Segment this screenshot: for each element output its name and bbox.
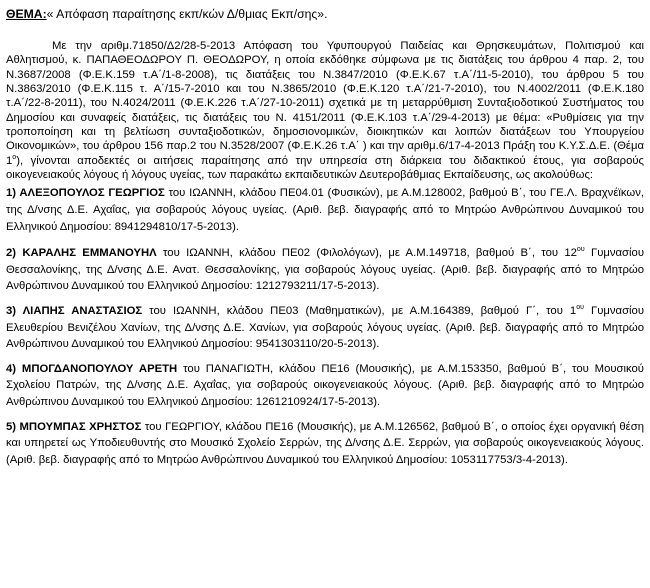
teacher-name-2: 2) ΚΑΡΑΛΗΣ ΕΜΜΑΝΟΥΗΛ [6,247,157,260]
teacher-details-4: του ΠΑΝΑΓΙΩΤΗ, κλάδου ΠΕ16 (Μουσικής), με Α.Μ.153350, βαθμού Β΄, του Μουσικού Σχολείου Πατρών, της Δ/νσης Δ.Ε. Αχαΐας, για σοβαρούς οικογενειακούς λόγους. (Αριθ. βεβ. διαγραφής από το Μητρώο Ανθρώπινου Δυναμικού του Ελληνικού Δημοσίου: 1261210924/17-5-2013). [6,362,644,408]
intro-text-part2: ), γίνονται αποδεκτές οι αιτήσεις παραίτησης από την υπηρεσία στη διάρκεια του διδακτικού έτους, για σοβαρούς οικογενειακούς λόγους ή λόγους υγείας, των παρακάτω εκπαιδευτικών Δευτεροβάθμιας Εκπαίδευσης, ως ακολούθως: [6,154,644,182]
teacher-entry-2 [6,245,644,295]
teacher-details-3: του ΙΩΑΝΝΗ, κλάδου ΠΕ03 (Μαθηματικών), με Α.Μ.164389, βαθμού Γ΄, του 1 [142,305,577,317]
teacher-name-4: 4) ΜΠΟΓΔΑΝΟΠΟΥΛΟΥ ΑΡΕΤΗ [6,362,178,375]
teacher-name-1: 1) ΑΛΕΞΟΠΟΥΛΟΣ ΓΕΩΡΓΙΟΣ [6,187,165,200]
document-subject [6,6,644,22]
teacher-entry-4 [6,361,644,411]
teacher-superscript-2: ου [576,246,585,254]
subject-text: « Απόφαση παραίτησης εκπ/κών Δ/θμιας Εκπ/σης». [46,7,328,21]
teacher-details-3b: Γυμνασίου Ελευθερίου Βενιζέλου Χανίων, της Δ/νσης Δ.Ε. Χανίων, για σοβαρούς λόγους υγείας. (Αριθ. βεβ. διαγραφής από το Μητρώο Ανθρώπινου Δυναμικού του Ελληνικού Δημοσίου: 9541303110/20-5-2013). [6,305,645,351]
teacher-details-5: του ΓΕΩΡΓΙΟΥ, κλάδου ΠΕ16 (Μουσικής), με Α.Μ.126562, βαθμού Β΄, ο οποίος έχει οργανική θέση και υπηρετεί ως Υποδιευθυντής στο Μουσικό Σχολείο Σερρών, της Δ/νσης Δ.Ε. Σερρών, για σοβαρούς οικογενειακούς λόγους. (Αριθ. βεβ. διαγραφής από το Μητρώο Ανθρώπινου Δυναμικού του Ελληνικού Δημοσίου: 1053117753/3-4-2013). [6,420,644,466]
subject-label: ΘΕΜΑ: [6,7,47,21]
teacher-name-5: 5) ΜΠΟΥΜΠΑΣ ΧΡΗΣΤΟΣ [6,420,142,433]
teacher-entry-5 [6,419,644,469]
teacher-details-1: του ΙΩΑΝΝΗ, κλάδου ΠΕ04.01 (Φυσικών), με Α.Μ.128002, βαθμού Β΄, του ΓΕ.Λ. Βραχνέϊκων, της Δ/νσης Δ.Ε. Αχαΐας, για σοβαρούς λόγους υγείας. (Αριθ. βεβ. διαγραφής από το Μητρώο Ανθρώπινου Δυναμικού του Ελληνικού Δημοσίου: 8941294810/17-5-2013). [6,187,644,233]
teacher-superscript-3: ου [576,304,584,312]
teacher-entry-3 [6,303,644,353]
intro-paragraph [6,39,644,182]
teacher-entry-1 [6,185,644,235]
teacher-details-2b: Γυμνασίου Θεσσαλονίκης, της Δ/νσης Δ.Ε. Ανατ. Θεσσαλονίκης, για σοβαρούς λόγους υγείας. (Αριθ. βεβ. διαγραφής από το Μητρώο Ανθρώπινου Δυναμικού του Ελληνικού Δημοσίου: 1212793211/17-5-2013). [6,247,644,293]
intro-superscript: ο [12,153,17,161]
teacher-name-3: 3) ΛΙΑΠΗΣ ΑΝΑΣΤΑΣΙΟΣ [6,305,143,317]
intro-text-part1: Με την αριθμ.71850/Δ2/28-5-2013 Απόφαση του Υφυπουργού Παιδείας και Θρησκευμάτων, Πολιτισμού και Αθλητισμού, κ. ΠΑΠΑΘΕΟΔΩΡΟΥ Π. ΘΕΟΔΩΡΟΥ, η οποία εκδόθηκε σύμφωνα με τις διατάξεις του άρθρου 4 παρ. 2, του Ν.3687/2008 (Φ.Ε.Κ.159 τ.Α΄/1-8-2008), τις διατάξεις του Ν.3847/2010 (Φ.Ε.Κ.67 τ.Α΄/11-5-2010), του άρθρου 5 του Ν.3863/2010 (Φ.Ε.Κ.115 τ. Α΄/15-7-2010 και του Ν.3865/2010 (Φ.Ε.Κ.120 τ.Α΄/21-7-2010), του Ν.4002/2011 (Φ.Ε.Κ.180 τ.Α΄/22-8-2011), του Ν.4024/2011 (Φ.Ε.Κ.226 τ.Α΄/27-10-2011) σχετικά με τη μεταρρύθμιση Συνταξιοδοτικού Συστήματος του Δημοσίου και συναφείς διατάξεις, τις διατάξεις του Ν. 4151/2011 (Φ.Ε.Κ.103 τ.Α΄/29-4-2013) με θέμα: «Ρυθμίσεις για την τροποποίηση και τη βελτίωση συνταξιοδοτικών, δημοσιονομικών, διοικητικών και λοιπών διατάξεων του Υπουργείου Οικονομικών», του άρθρου 156 παρ.2 του Ν.3528/2007 (Φ.Ε.Κ.26 τ.Α΄ ) και την αριθμ.6/17-4-2013 Πράξη του Κ.Υ.Σ.Δ.Ε. (Θέμα 1 [6,40,644,167]
teacher-details-2: του ΙΩΑΝΝΗ, κλάδου ΠΕ02 (Φιλολόγων), με Α.Μ.149718, βαθμού Β΄, του 12 [156,247,577,260]
